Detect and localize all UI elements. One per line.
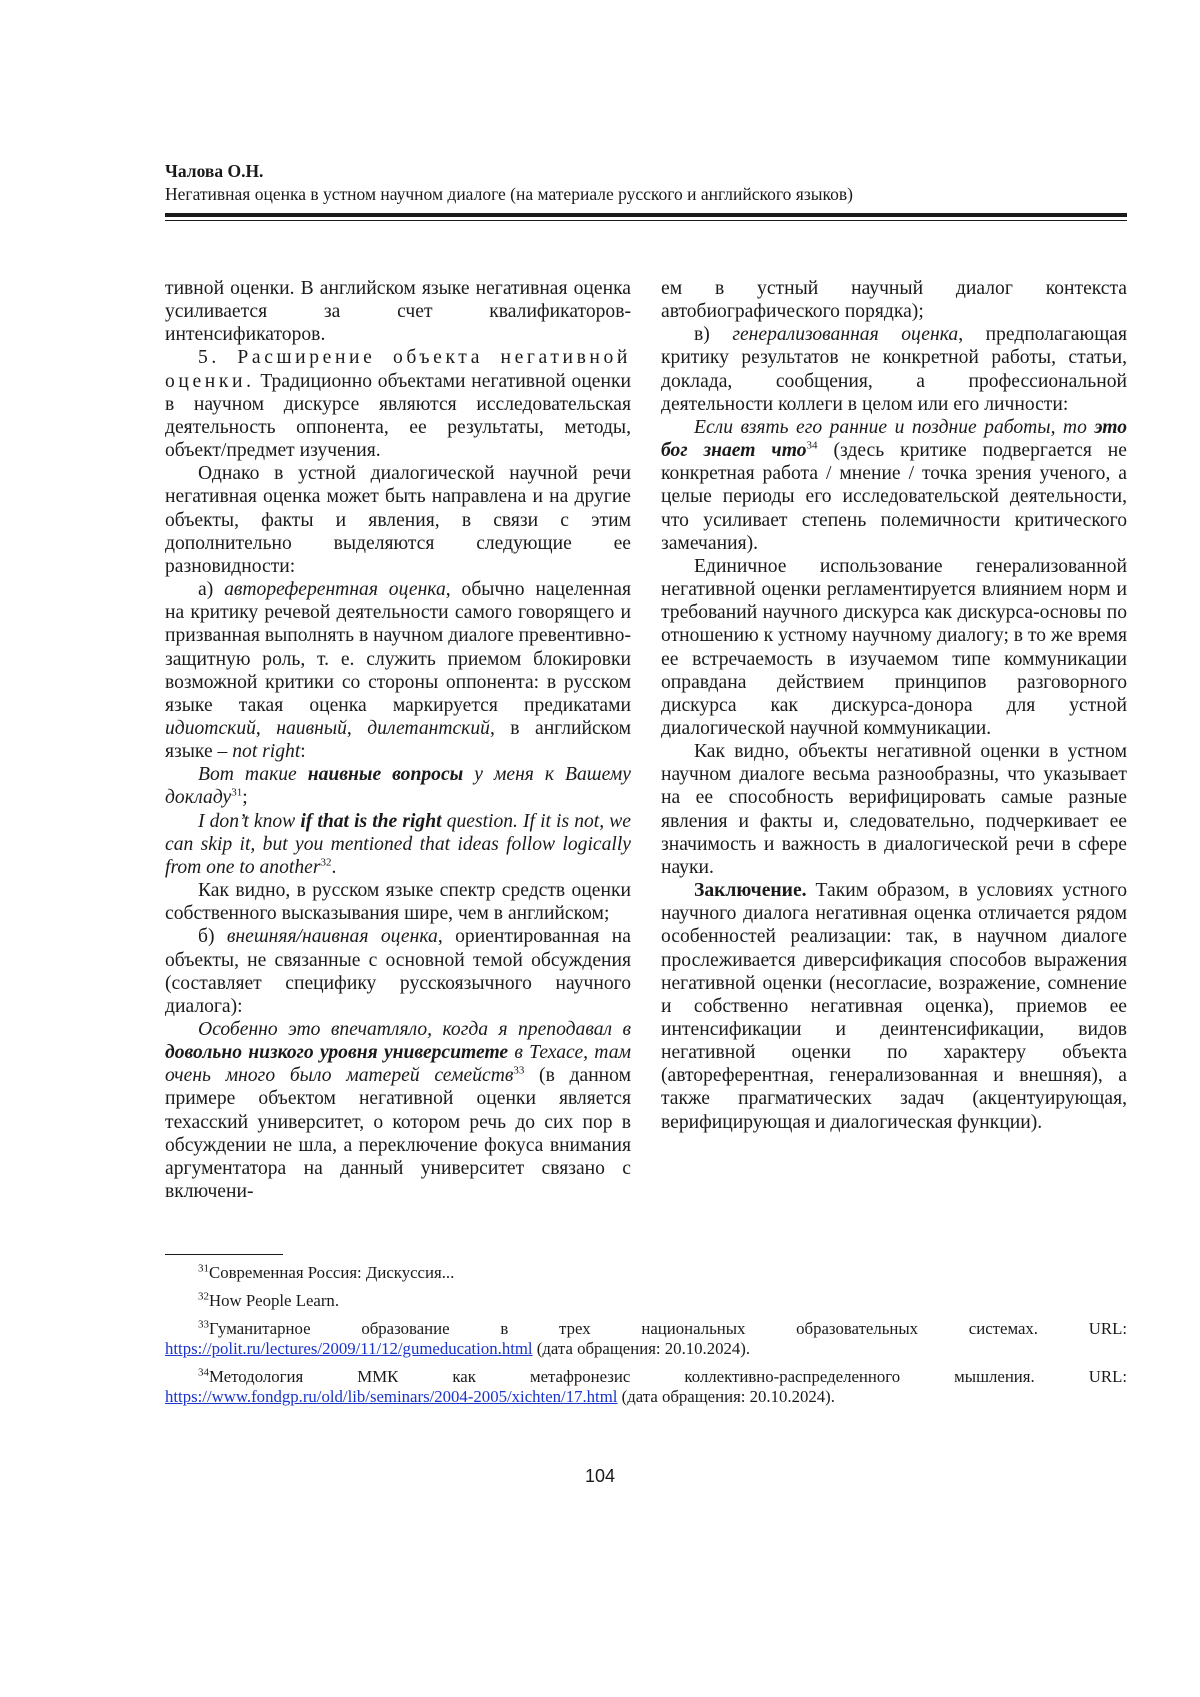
paragraph: Единичное использование генерализованной негативной оценки регламентируется влиянием норм и требований научного дискурса как дискурса-основы по отношению к устному научному диалогу; в то же время ее встречаемость в изучаемом типе коммуникации оправдана действием принципов разговорного дискурса как дискурса-донора для устной диалогической научной коммуникации. (661, 555, 1127, 739)
footnote-ref[interactable]: 32 (320, 856, 332, 869)
section-heading: Заключение. (694, 880, 807, 902)
term: автореферентная оценка (224, 579, 446, 601)
footnote-separator (165, 1254, 283, 1255)
paragraph: в) генерализованная оценка, предполагающая критику результатов не конкретной работы, статьи, доклада, сообщения, а профессиональной деятельности коллеги в целом или его личности: (661, 324, 1127, 415)
article-title: Негативная оценка в устном научном диалоге (на материале русского и английского языков) (165, 184, 853, 204)
paragraph: тивной оценки. В английском языке негативная оценка усиливается за счет квалификаторов-интенсификаторов. (165, 278, 631, 346)
footnote: $^{34}$Методология ММК как метафронезис коллективно-распределенного мышления. URL: https://www.fondgp.ru/old/lib/seminars/2004-2005/xichten/17.html (дата обращения: 20.10.2024). (165, 1366, 1127, 1406)
header-rule-thin (165, 220, 1127, 221)
running-header (165, 160, 1127, 206)
paragraph: б) внешняя/наивная оценка, ориентированная на объекты, не связанные с основной темой обсуждения (составляет специфику русскоязычного научного диалога): (165, 926, 631, 1017)
footnote: $^{31}$Современная Россия: Дискуссия... (198, 1262, 455, 1282)
right-column (661, 277, 1127, 1134)
page-number: 104 (584, 1466, 616, 1486)
example-quote: Вот такие наивные вопросы у меня к Вашему докладу$^{31}$; (165, 764, 631, 809)
footnote-ref[interactable]: 34 (806, 439, 818, 452)
example-quote: Если взять его ранние и поздние работы, то это бог знает что$^{34}$ (здесь критике подвергается не конкретная работа / мнение / точка зрения ученого, а целые периоды его исследовательской деятельности, что усиливает степень полемичности критического замечания). (661, 416, 1127, 554)
footnote-link[interactable]: https://www.fondgp.ru/old/lib/seminars/2004-2005/xichten/17.html (165, 1387, 618, 1406)
header-rule-thick (165, 213, 1127, 217)
paragraph: а) автореферентная оценка, обычно нацеленная на критику речевой деятельности самого говорящего и призванная выполнять в научном диалоге превентивно-защитную роль, т. е. служить приемом блокировки возможной критики со стороны оппонента: в русском языке такая оценка маркируется предикатами идиотский, наивный, дилетантский, в английском языке – not right: (165, 579, 632, 763)
paragraph: Однако в устной диалогической научной речи негативная оценка может быть направлена и на другие объекты, факты и явления, в связи с этим дополнительно выделяются следующие ее разновидности: (165, 463, 631, 577)
footnote-ref[interactable]: 31 (231, 786, 243, 799)
term: внешняя/наивная оценка (226, 926, 438, 948)
paragraph: Как видно, в русском языке спектр средств оценки собственного высказывания шире, чем в английском; (165, 880, 631, 925)
footnote: $^{33}$Гуманитарное образование в трех национальных образовательных системах. URL: https://polit.ru/lectures/2009/11/12/gumeducation.html (дата обращения: 20.10.2024). (165, 1318, 1127, 1358)
paragraph: ем в устный научный диалог контекста автобиографического порядка); (661, 278, 1127, 323)
paragraph: Как видно, объекты негативной оценки в устном научном диалоге весьма разнообразны, что указывает на ее способность верифицировать самые разные явления и факты и, следовательно, подчеркивает ее значимость и важность в диалогической речи в сфере науки. (661, 741, 1127, 878)
footnote-ref[interactable]: 33 (513, 1064, 525, 1077)
footnote-link[interactable]: https://polit.ru/lectures/2009/11/12/gumeducation.html (165, 1339, 533, 1358)
example-quote: I don’t know if that is the right question. If it is not, we can skip it, but you mentioned that ideas follow logically from one to another$^{32}$. (165, 810, 631, 878)
term: генерализованная оценка (732, 324, 959, 346)
paragraph: Заключение. Таким образом, в условиях устного научного диалога негативная оценка отличается рядом особенностей реализации: так, в научном диалоге прослеживается диверсификация способов выражения негативной оценки (несогласие, возражение, сомнение и собственно негативная оценка), приемов ее интенсификации и деинтенсификации, видов негативной оценки по характеру объекта (автореферентная, генерализованная и внешняя), а также прагматических задач (акцентуирующая, верифицирующая и диалогическая функции). (661, 880, 1127, 1133)
example-quote: Особенно это впечатляло, когда я преподавал в довольно низкого уровня университете в Техасе, там очень много было матерей семейств$^{33}$ (в данном примере объектом негативной оценки является техасский университет, о котором речь до сих пор в обсуждении не шла, а переключение фокуса внимания аргументатора на данный университет связано с включени- (165, 1019, 631, 1203)
paragraph: 5. Расширение объекта негативной оценки. Традиционно объектами негативной оценки в научном дискурсе являются исследовательская деятельность оппонента, ее результаты, методы, объект/предмет изучения. (165, 347, 631, 462)
left-column (165, 277, 631, 1203)
footnotes (165, 1263, 1127, 1415)
section-heading: 5. Расширение объекта негативной оценки. (165, 347, 631, 392)
footnote: $^{32}$How People Learn. (198, 1290, 340, 1310)
author-name: Чалова О.Н. (165, 161, 264, 181)
